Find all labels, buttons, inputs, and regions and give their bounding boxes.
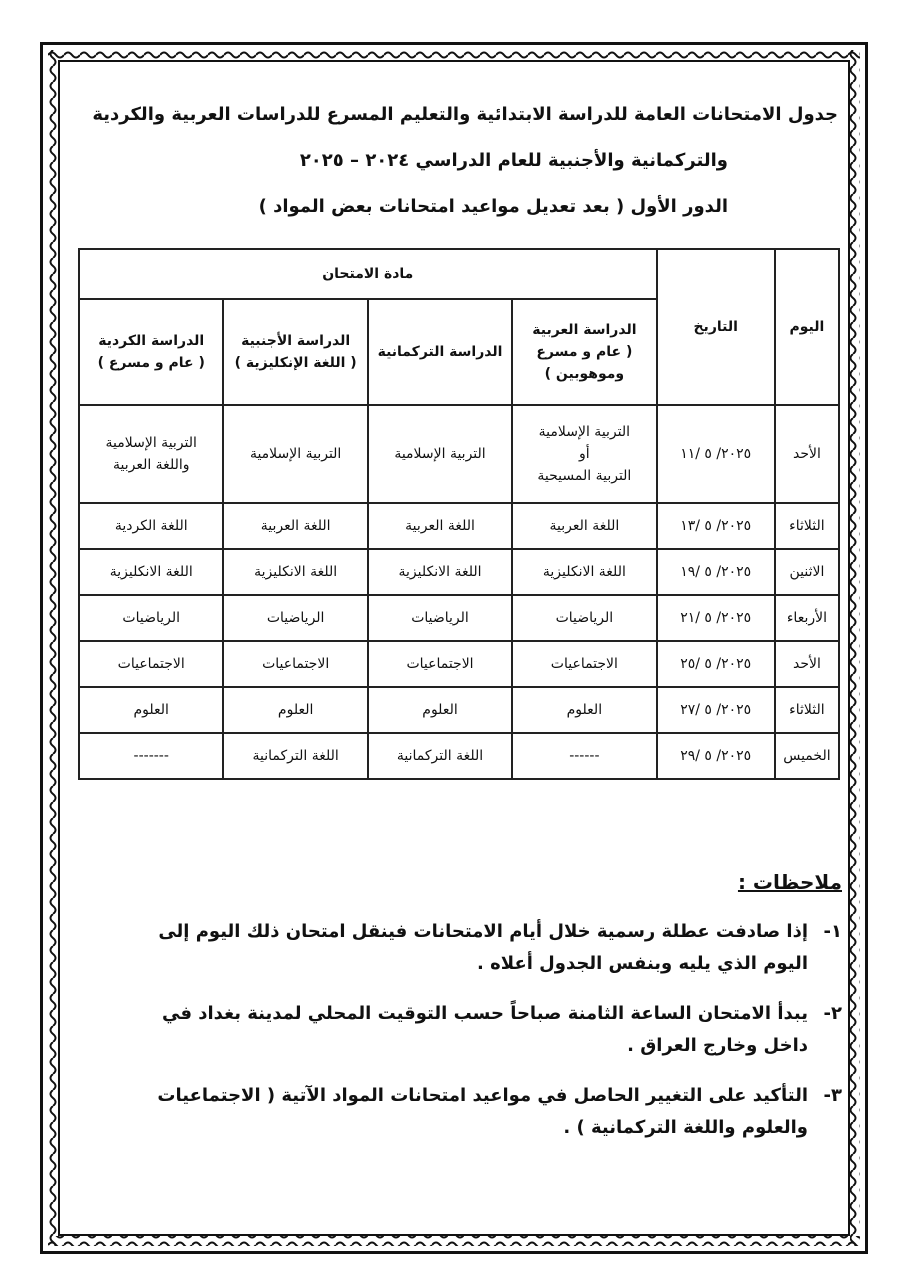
table-header-row	[79, 249, 839, 299]
group-sub: ( عام و مسرع	[536, 344, 633, 360]
cell-kurdish: الرياضيات	[79, 595, 223, 641]
cell-day: الثلاثاء	[775, 503, 839, 549]
note-number: ١-	[823, 921, 842, 942]
group-name: الدراسة التركمانية	[377, 344, 503, 360]
header-arabic-studies	[512, 299, 656, 405]
cell-kurdish: العلوم	[79, 687, 223, 733]
cell-date: ٢٠٢٥/ ٥ /٢١	[657, 595, 775, 641]
cell-day: الاثنين	[775, 549, 839, 595]
header-line-3: الدور الأول ( بعد تعديل مواعيد امتحانات بعض المواد )	[258, 196, 728, 217]
cell-arabic: اللغة العربية	[512, 503, 656, 549]
cell-arabic	[512, 405, 656, 503]
note-item	[120, 916, 842, 980]
cell-date: ٢٠٢٥/ ٥ /٢٩	[657, 733, 775, 779]
cell-foreign: اللغة التركمانية	[223, 733, 367, 779]
cell-foreign: اللغة العربية	[223, 503, 367, 549]
header-line-1: جدول الامتحانات العامة للدراسة الابتدائية والتعليم المسرع للدراسات العربية والكردية	[92, 104, 838, 125]
cell-turkmen: العلوم	[368, 687, 512, 733]
header-line-2: والتركمانية والأجنبية للعام الدراسي ٢٠٢٤ – ٢٠٢٥	[299, 150, 728, 171]
header-day: اليوم	[775, 249, 839, 405]
notes-title: ملاحظات :	[737, 870, 842, 894]
cell-foreign: العلوم	[223, 687, 367, 733]
cell-arabic: اللغة الانكليزية	[512, 549, 656, 595]
cell-turkmen: اللغة الانكليزية	[368, 549, 512, 595]
table-row	[79, 641, 839, 687]
note-item	[120, 998, 842, 1062]
note-text: يبدأ الامتحان الساعة الثامنة صباحاً حسب التوقيت المحلي لمدينة بغداد في داخل وخارج العراق .	[162, 1003, 808, 1056]
note-text: التأكيد على التغيير الحاصل في مواعيد امتحانات المواد الآتية ( الاجتماعيات والعلوم واللغة التركمانية ) .	[157, 1085, 808, 1138]
table-row	[79, 549, 839, 595]
cell-text: التربية الإسلامية	[105, 435, 197, 451]
table-row	[79, 405, 839, 503]
note-number: ٢-	[823, 1003, 842, 1024]
note-item	[120, 1080, 842, 1144]
cell-foreign: الرياضيات	[223, 595, 367, 641]
group-sub: ( اللغة الإنكليزية )	[234, 355, 357, 371]
cell-kurdish: -------	[79, 733, 223, 779]
note-number: ٣-	[823, 1085, 842, 1106]
cell-arabic: الرياضيات	[512, 595, 656, 641]
header-date: التاريخ	[657, 249, 775, 405]
cell-date: ٢٠٢٥/ ٥ /٢٧	[657, 687, 775, 733]
group-name: الدراسة الكردية	[98, 333, 205, 349]
cell-turkmen: التربية الإسلامية	[368, 405, 512, 503]
cell-foreign: التربية الإسلامية	[223, 405, 367, 503]
cell-arabic: العلوم	[512, 687, 656, 733]
cell-turkmen: الاجتماعيات	[368, 641, 512, 687]
header-subject: مادة الامتحان	[79, 249, 657, 299]
cell-foreign: الاجتماعيات	[223, 641, 367, 687]
cell-date: ٢٠٢٥/ ٥ /١٣	[657, 503, 775, 549]
document-header	[70, 92, 838, 230]
cell-date: ٢٠٢٥/ ٥ /١٩	[657, 549, 775, 595]
group-sub: وموهوبين )	[544, 366, 625, 382]
cell-arabic: ------	[512, 733, 656, 779]
cell-text: واللغة العربية	[112, 457, 190, 473]
table-row	[79, 687, 839, 733]
cell-day: الأحد	[775, 405, 839, 503]
cell-kurdish: اللغة الكردية	[79, 503, 223, 549]
notes-section	[120, 870, 842, 1162]
cell-day: الأربعاء	[775, 595, 839, 641]
note-text: إذا صادفت عطلة رسمية خلال أيام الامتحانات فينقل امتحان ذلك اليوم إلى اليوم الذي يليه وبنفس الجدول أعلاه .	[158, 921, 808, 974]
exam-schedule-table	[78, 248, 840, 780]
cell-turkmen: اللغة العربية	[368, 503, 512, 549]
header-kurdish-studies	[79, 299, 223, 405]
group-sub: ( عام و مسرع )	[97, 355, 205, 371]
cell-text: التربية المسيحية	[537, 468, 632, 484]
cell-date: ٢٠٢٥/ ٥ /١١	[657, 405, 775, 503]
cell-turkmen: الرياضيات	[368, 595, 512, 641]
cell-day: الأحد	[775, 641, 839, 687]
table-row	[79, 595, 839, 641]
cell-arabic: الاجتماعيات	[512, 641, 656, 687]
group-name: الدراسة العربية	[532, 322, 637, 338]
table-row	[79, 733, 839, 779]
cell-date: ٢٠٢٥/ ٥ /٢٥	[657, 641, 775, 687]
cell-day: الثلاثاء	[775, 687, 839, 733]
cell-text: أو	[579, 446, 590, 462]
cell-turkmen: اللغة التركمانية	[368, 733, 512, 779]
table-row	[79, 503, 839, 549]
header-foreign-studies	[223, 299, 367, 405]
group-name: الدراسة الأجنبية	[241, 333, 351, 349]
cell-foreign: اللغة الانكليزية	[223, 549, 367, 595]
cell-day: الخميس	[775, 733, 839, 779]
header-turkmen-studies	[368, 299, 512, 405]
cell-kurdish: الاجتماعيات	[79, 641, 223, 687]
cell-text: التربية الإسلامية	[538, 424, 631, 440]
cell-kurdish: اللغة الانكليزية	[79, 549, 223, 595]
cell-kurdish	[79, 405, 223, 503]
